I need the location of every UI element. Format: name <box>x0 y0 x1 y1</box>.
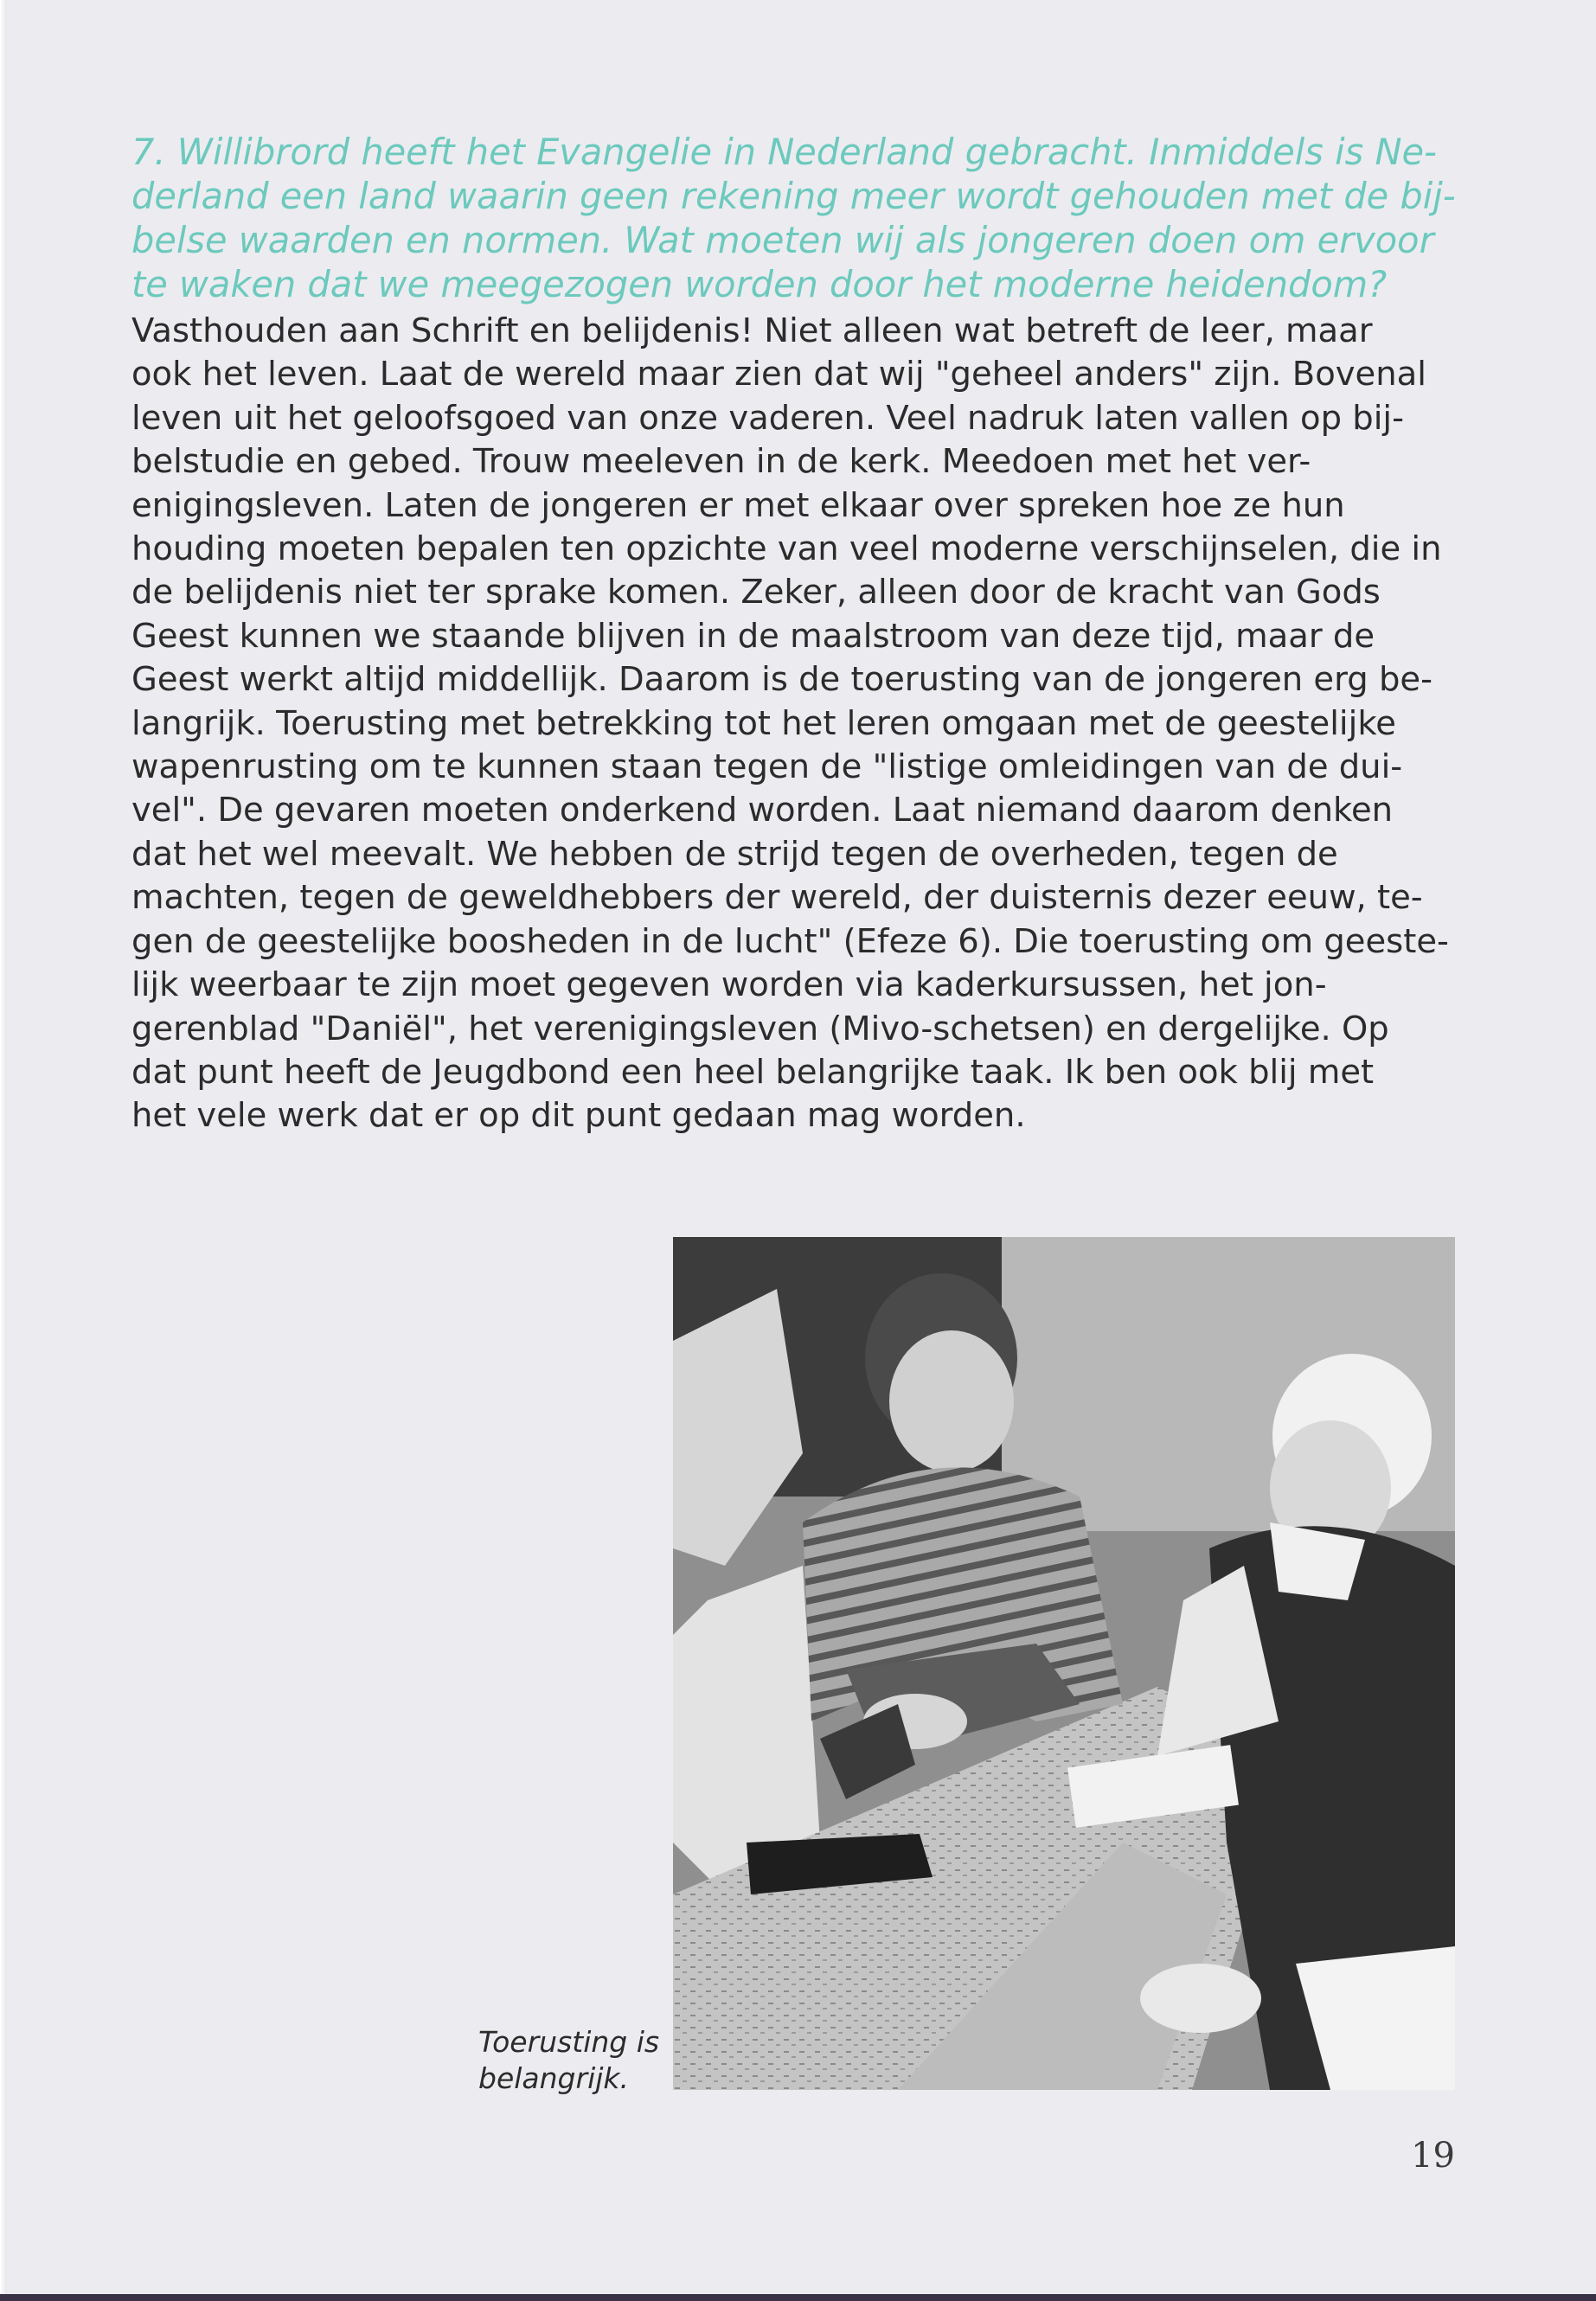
answer-line: de belijdenis niet ter sprake komen. Zeker, alleen door de kracht van Gods <box>131 573 1381 612</box>
photo-caption <box>478 2024 677 2097</box>
answer-line: belstudie en gebed. Trouw meeleven in de kerk. Meedoen met het ver- <box>131 442 1311 482</box>
answer-line: ook het leven. Laat de wereld maar zien dat wij "geheel anders" zijn. Bovenal <box>131 355 1426 394</box>
answer-paragraph <box>131 310 1449 1138</box>
boy-face <box>889 1330 1014 1472</box>
caption-line: Toerusting is <box>478 2025 660 2059</box>
photo-illustration <box>673 1237 1455 2090</box>
answer-line: vel". De gevaren moeten onderkend worden. Laat niemand daarom denken <box>131 791 1394 830</box>
question-line: 7. Willibrord heeft het Evangelie in Nederland gebracht. Inmiddels is Ne- <box>131 131 1438 173</box>
answer-line: Geest werkt altijd middellijk. Daarom is de toerusting van de jongeren erg be- <box>131 660 1433 700</box>
answer-line: machten, tegen de geweldhebbers der wereld, der duisternis dezer eeuw, te- <box>131 878 1423 918</box>
answer-line: dat punt heeft de Jeugdbond een heel belangrijke taak. Ik ben ook blij met <box>131 1052 1375 1092</box>
answer-line: wapenrusting om te kunnen staan tegen de "listige omleidingen van de dui- <box>131 747 1403 787</box>
caption-line: belangrijk. <box>478 2061 630 2095</box>
answer-line: het vele werk dat er op dit punt gedaan mag worden. <box>131 1096 1026 1136</box>
answer-line: houding moeten bepalen ten opzichte van veel moderne verschijnselen, die in <box>131 529 1442 569</box>
answer-line: dat het wel meevalt. We hebben de strijd tegen de overheden, tegen de <box>131 834 1338 874</box>
answer-line: lijk weerbaar te zijn moet gegeven worden via kaderkursussen, het jon- <box>131 965 1327 1005</box>
answer-line: enigingsleven. Laten de jongeren er met elkaar over spreken hoe ze hun <box>131 485 1345 525</box>
page-bottom-edge <box>0 2294 1596 2301</box>
photograph-youth-studying <box>673 1237 1455 2090</box>
answer-line: gerenblad "Daniël", het verenigingsleven (Mivo-schetsen) en dergelijke. Op <box>131 1009 1389 1048</box>
answer-line: gen de geestelijke boosheden in de lucht" (Efeze 6). Die toerusting om geeste- <box>131 921 1449 961</box>
question-line: derland een land waarin geen rekening meer wordt gehouden met de bij- <box>131 175 1456 217</box>
question-line: te waken dat we meegezogen worden door het moderne heidendom? <box>131 263 1388 305</box>
answer-line: leven uit het geloofsgoed van onze vaderen. Veel nadruk laten vallen op bij- <box>131 398 1405 438</box>
answer-line: langrijk. Toerusting met betrekking tot het leren omgaan met de geestelijke <box>131 703 1396 743</box>
page-left-edge <box>0 0 7 2301</box>
answer-line: Vasthouden aan Schrift en belijdenis! Niet alleen wat betreft de leer, maar <box>131 311 1373 350</box>
page-number: 19 <box>1411 2136 1455 2176</box>
question-line: belse waarden en normen. Wat moeten wij als jongeren doen om ervoor <box>131 219 1434 261</box>
question-paragraph <box>131 130 1456 306</box>
answer-line: Geest kunnen we staande blijven in de maalstroom van deze tijd, maar de <box>131 616 1375 656</box>
